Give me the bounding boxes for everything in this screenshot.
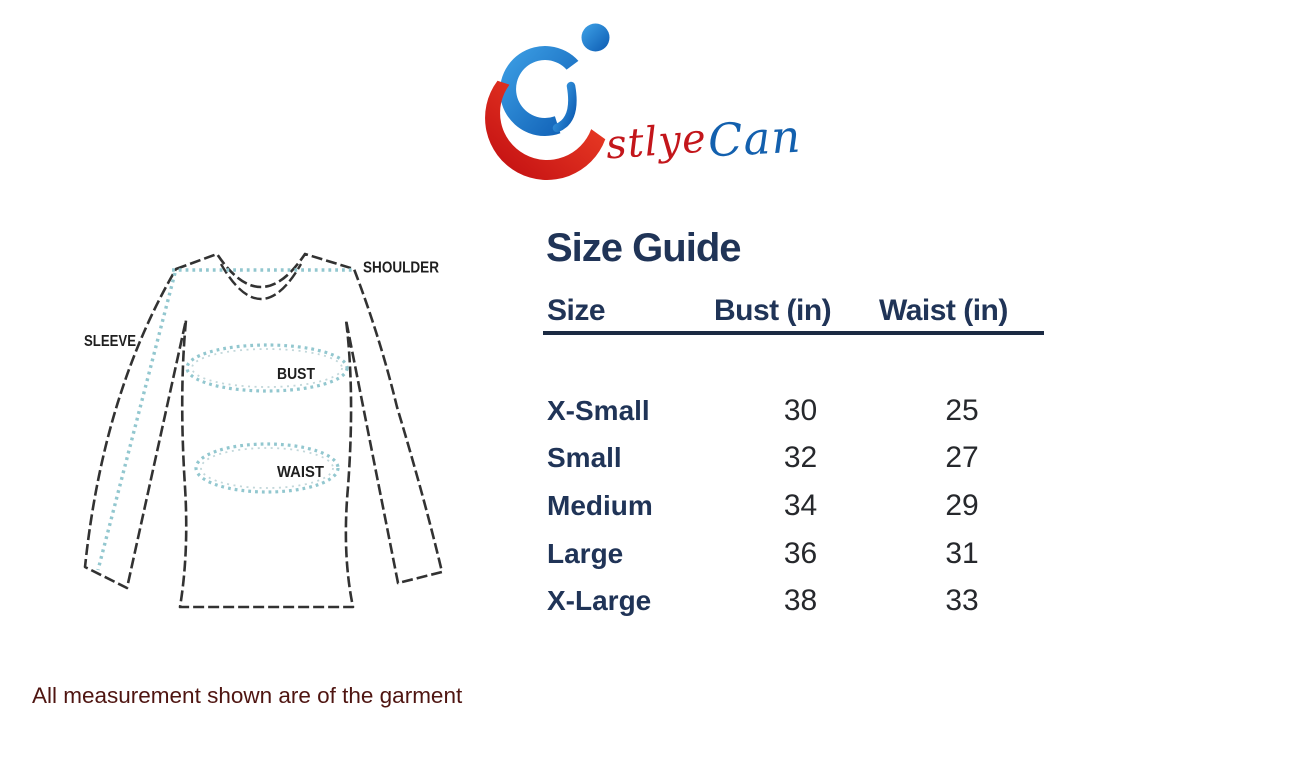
bust-cell: 36	[783, 536, 818, 570]
garment-diagram	[55, 222, 485, 652]
table-header-rule	[543, 331, 1044, 335]
bust-label: BUST	[277, 366, 316, 383]
brand-word-stlye: stlye	[604, 115, 709, 169]
waist-cell: 29	[945, 488, 979, 522]
bust-measure-ellipse	[187, 345, 347, 391]
size-cell: X-Large	[547, 585, 652, 617]
shoulder-label: SHOULDER	[363, 259, 440, 277]
size-guide-title: Size Guide	[546, 226, 741, 270]
column-header-size: Size	[547, 294, 606, 327]
bust-measure-ellipse-inner	[192, 349, 342, 387]
size-table	[547, 387, 1047, 625]
table-row	[547, 530, 1047, 578]
brand-logo-mark-icon	[483, 10, 613, 190]
table-row	[547, 482, 1047, 530]
table-row	[547, 577, 1047, 625]
waist-label: WAIST	[277, 464, 325, 481]
bust-cell: 30	[783, 393, 818, 427]
column-header-waist: Waist (in)	[879, 294, 1008, 327]
shirt-outline	[85, 254, 442, 607]
size-cell: Large	[547, 537, 624, 569]
size-cell: Medium	[547, 489, 653, 521]
table-row	[547, 387, 1047, 435]
measurement-note: All measurement shown are of the garment	[32, 683, 463, 708]
bust-cell: 32	[783, 441, 818, 475]
waist-cell: 33	[945, 584, 979, 618]
logo-e-hook	[557, 86, 572, 128]
table-row	[547, 435, 1047, 483]
brand-word-can: Can	[706, 109, 803, 168]
size-cell: X-Small	[547, 394, 650, 426]
waist-cell: 25	[945, 393, 979, 427]
bust-cell: 34	[783, 488, 818, 522]
sleeve-label: SLEEVE	[84, 333, 137, 350]
bust-cell: 38	[783, 584, 818, 618]
column-header-bust: Bust (in)	[714, 294, 832, 327]
waist-cell: 27	[945, 441, 979, 475]
size-cell: Small	[547, 442, 622, 474]
logo-dot-icon	[582, 24, 610, 52]
waist-cell: 31	[945, 536, 979, 570]
